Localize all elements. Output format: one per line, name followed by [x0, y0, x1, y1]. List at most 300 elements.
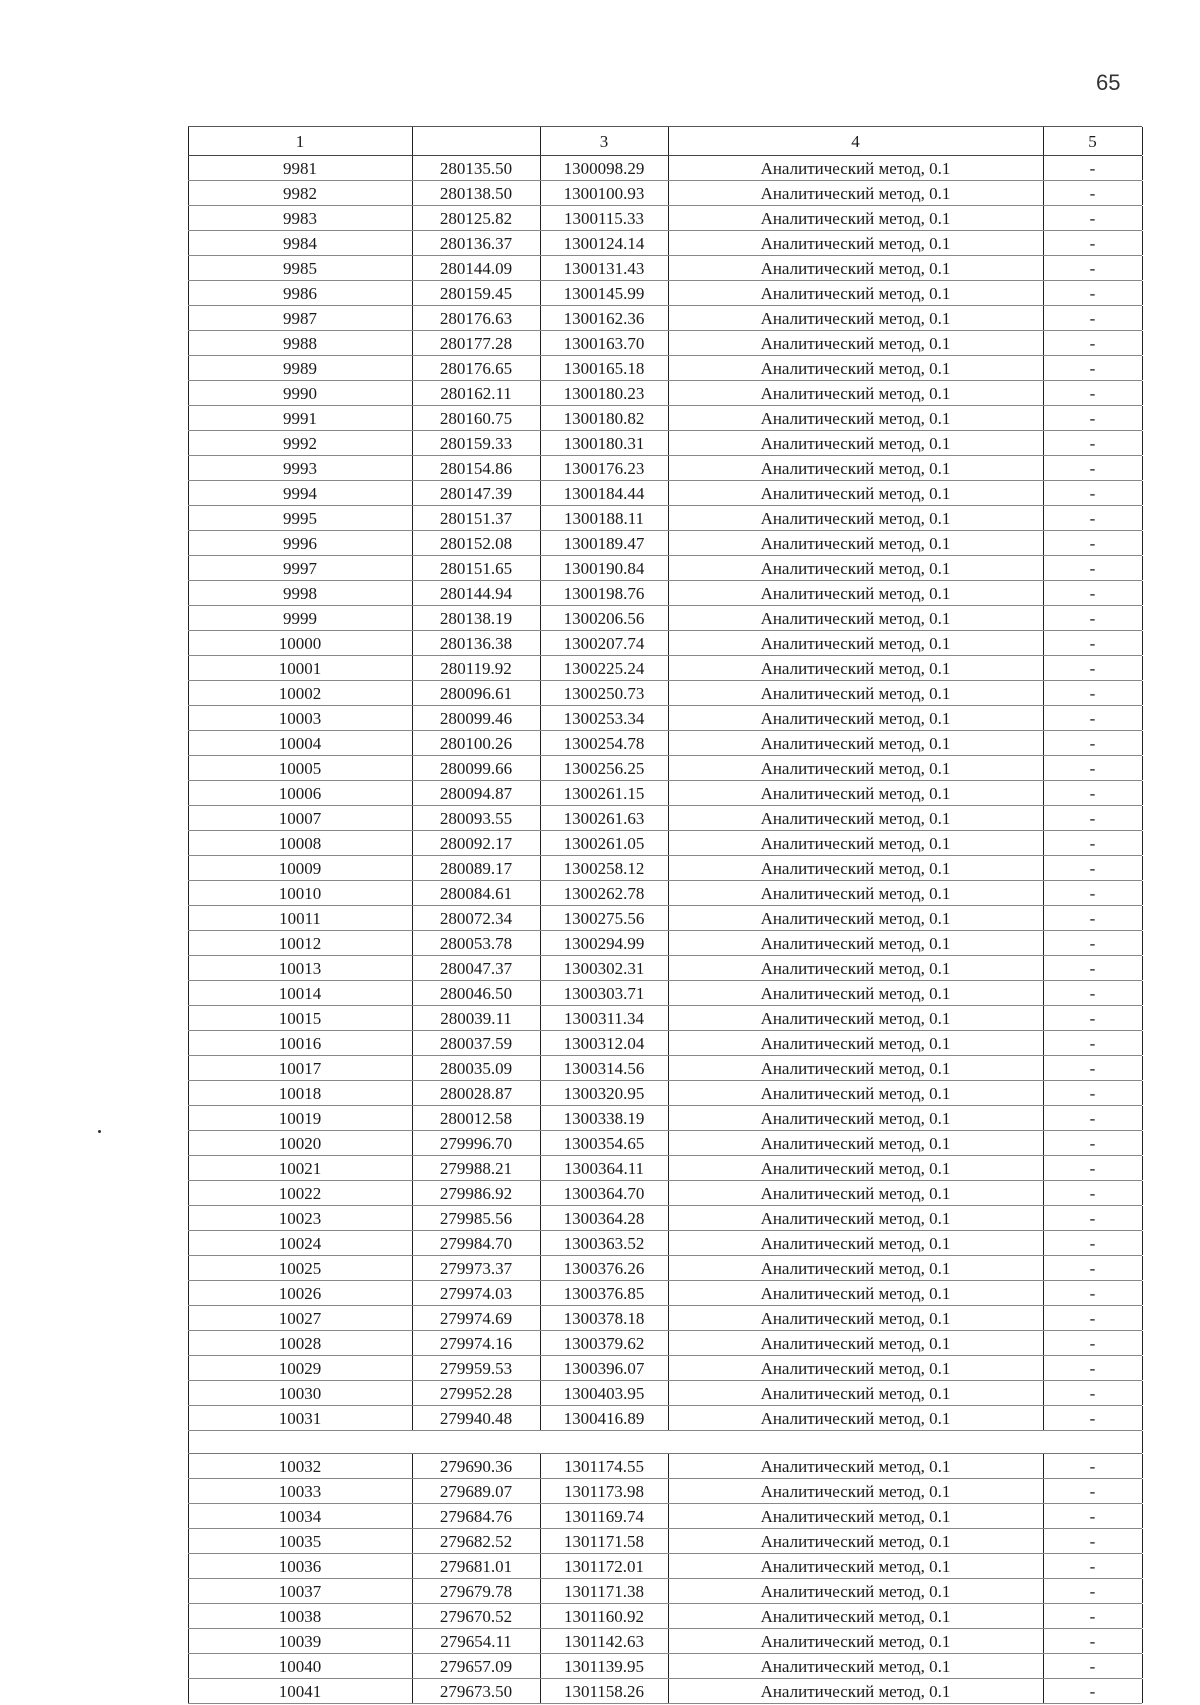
method-accuracy-cell: Аналитический метод, 0.1	[760, 1632, 951, 1651]
note-cell: -	[1089, 709, 1096, 728]
coord-x-cell: 280094.87	[439, 784, 513, 803]
note-cell: -	[1089, 1009, 1096, 1028]
coord-x-cell: 280047.37	[439, 959, 513, 978]
point-number-cell: 10007	[278, 809, 322, 828]
table-row	[188, 1206, 1142, 1231]
point-number-cell: 9986	[283, 284, 317, 303]
coord-x-cell: 280084.61	[439, 884, 513, 903]
table-row	[188, 806, 1142, 831]
note-cell: -	[1089, 734, 1096, 753]
coord-y-cell: 1301139.95	[563, 1657, 645, 1676]
coord-x-cell: 280177.28	[439, 334, 513, 353]
point-number-cell: 9994	[283, 484, 317, 503]
table-row	[188, 1679, 1142, 1704]
table-row	[188, 1056, 1142, 1081]
note-cell: -	[1089, 1482, 1096, 1501]
method-accuracy-cell: Аналитический метод, 0.1	[760, 259, 951, 278]
table-row	[188, 1629, 1142, 1654]
coord-x-cell: 280035.09	[439, 1059, 513, 1078]
method-accuracy-cell: Аналитический метод, 0.1	[760, 434, 951, 453]
coord-y-cell: 1300145.99	[563, 284, 645, 303]
note-cell: -	[1089, 1159, 1096, 1178]
header-col-4: 4	[851, 132, 860, 151]
coord-x-cell: 280138.50	[439, 184, 513, 203]
method-accuracy-cell: Аналитический метод, 0.1	[760, 159, 951, 178]
coord-y-cell: 1300275.56	[563, 909, 645, 928]
point-number-cell: 9981	[283, 159, 317, 178]
method-accuracy-cell: Аналитический метод, 0.1	[760, 709, 951, 728]
note-cell: -	[1089, 1457, 1096, 1476]
note-cell: -	[1089, 534, 1096, 553]
note-cell: -	[1089, 784, 1096, 803]
method-accuracy-cell: Аналитический метод, 0.1	[760, 859, 951, 878]
coord-y-cell: 1300206.56	[563, 609, 645, 628]
point-number-cell: 10012	[278, 934, 322, 953]
table-row	[188, 306, 1142, 331]
point-number-cell: 10005	[278, 759, 322, 778]
method-accuracy-cell: Аналитический метод, 0.1	[760, 784, 951, 803]
table-header	[188, 126, 1142, 156]
coord-y-cell: 1300311.34	[563, 1009, 645, 1028]
point-number-cell: 9993	[283, 459, 317, 478]
point-number-cell: 10017	[278, 1059, 322, 1078]
note-cell: -	[1089, 1334, 1096, 1353]
table-row	[188, 431, 1142, 456]
point-number-cell: 10000	[278, 634, 322, 653]
table-row	[188, 256, 1142, 281]
coord-x-cell: 280162.11	[440, 384, 512, 403]
note-cell: -	[1089, 409, 1096, 428]
method-accuracy-cell: Аналитический метод, 0.1	[760, 1134, 951, 1153]
method-accuracy-cell: Аналитический метод, 0.1	[760, 984, 951, 1003]
note-cell: -	[1089, 909, 1096, 928]
point-number-cell: 10023	[278, 1209, 322, 1228]
method-accuracy-cell: Аналитический метод, 0.1	[760, 659, 951, 678]
method-accuracy-cell: Аналитический метод, 0.1	[760, 1209, 951, 1228]
point-number-cell: 10016	[278, 1034, 322, 1053]
coord-x-cell: 280012.58	[439, 1109, 513, 1128]
coord-x-cell: 279952.28	[439, 1384, 513, 1403]
coord-x-cell: 279988.21	[439, 1159, 513, 1178]
coord-x-cell: 280136.38	[439, 634, 513, 653]
coord-x-cell: 280151.65	[439, 559, 513, 578]
coord-x-cell: 280039.11	[440, 1009, 512, 1028]
point-number-cell: 10002	[278, 684, 322, 703]
table-row	[188, 531, 1142, 556]
note-cell: -	[1089, 509, 1096, 528]
point-number-cell: 9984	[283, 234, 317, 253]
coord-y-cell: 1301160.92	[563, 1607, 645, 1626]
coord-y-cell: 1300354.65	[563, 1134, 645, 1153]
method-accuracy-cell: Аналитический метод, 0.1	[760, 834, 951, 853]
note-cell: -	[1089, 834, 1096, 853]
point-number-cell: 9988	[283, 334, 317, 353]
point-number-cell: 10039	[278, 1632, 322, 1651]
note-cell: -	[1089, 209, 1096, 228]
coord-x-cell: 279679.78	[439, 1582, 513, 1601]
note-cell: -	[1089, 634, 1096, 653]
coord-x-cell: 280119.92	[440, 659, 512, 678]
note-cell: -	[1089, 1507, 1096, 1526]
method-accuracy-cell: Аналитический метод, 0.1	[760, 1084, 951, 1103]
table-row	[188, 706, 1142, 731]
coord-y-cell: 1300124.14	[563, 234, 645, 253]
note-cell: -	[1089, 859, 1096, 878]
coord-y-cell: 1300188.11	[563, 509, 645, 528]
coord-x-cell: 279959.53	[439, 1359, 513, 1378]
block-gap	[188, 1431, 1142, 1454]
method-accuracy-cell: Аналитический метод, 0.1	[760, 1259, 951, 1278]
note-cell: -	[1089, 884, 1096, 903]
coord-y-cell: 1300261.63	[563, 809, 645, 828]
method-accuracy-cell: Аналитический метод, 0.1	[760, 609, 951, 628]
table-row	[188, 1306, 1142, 1331]
table-row	[188, 1381, 1142, 1406]
table-row	[188, 406, 1142, 431]
table-row	[188, 231, 1142, 256]
note-cell: -	[1089, 1409, 1096, 1428]
coord-x-cell: 279974.16	[439, 1334, 513, 1353]
coord-x-cell: 279974.69	[439, 1309, 513, 1328]
coord-y-cell: 1300302.31	[563, 959, 645, 978]
method-accuracy-cell: Аналитический метод, 0.1	[760, 209, 951, 228]
point-number-cell: 9992	[283, 434, 317, 453]
method-accuracy-cell: Аналитический метод, 0.1	[760, 234, 951, 253]
note-cell: -	[1089, 484, 1096, 503]
method-accuracy-cell: Аналитический метод, 0.1	[760, 634, 951, 653]
coord-y-cell: 1301142.63	[563, 1632, 645, 1651]
point-number-cell: 10008	[278, 834, 322, 853]
method-accuracy-cell: Аналитический метод, 0.1	[760, 1284, 951, 1303]
method-accuracy-cell: Аналитический метод, 0.1	[760, 884, 951, 903]
note-cell: -	[1089, 184, 1096, 203]
method-accuracy-cell: Аналитический метод, 0.1	[760, 909, 951, 928]
coord-y-cell: 1300364.11	[563, 1159, 645, 1178]
coord-x-cell: 280152.08	[439, 534, 513, 553]
table-row	[188, 331, 1142, 356]
method-accuracy-cell: Аналитический метод, 0.1	[760, 1607, 951, 1626]
table-row	[188, 956, 1142, 981]
coord-x-cell: 280144.94	[439, 584, 513, 603]
table-row	[188, 1281, 1142, 1306]
coord-y-cell: 1300250.73	[563, 684, 645, 703]
note-cell: -	[1089, 1632, 1096, 1651]
method-accuracy-cell: Аналитический метод, 0.1	[760, 1109, 951, 1128]
table-row	[188, 1156, 1142, 1181]
point-number-cell: 10020	[278, 1134, 322, 1153]
table-row	[188, 1356, 1142, 1381]
point-number-cell: 10021	[278, 1159, 322, 1178]
note-cell: -	[1089, 1184, 1096, 1203]
table-row	[188, 1604, 1142, 1629]
coord-y-cell: 1300180.31	[563, 434, 645, 453]
coord-x-cell: 279682.52	[439, 1532, 513, 1551]
coord-x-cell: 280093.55	[439, 809, 513, 828]
table-row	[188, 1106, 1142, 1131]
header-col-1: 1	[295, 132, 305, 151]
table-block-2	[188, 1454, 1142, 1704]
note-cell: -	[1089, 159, 1096, 178]
method-accuracy-cell: Аналитический метод, 0.1	[760, 409, 951, 428]
scan-speck	[98, 1130, 101, 1133]
point-number-cell: 10027	[278, 1309, 322, 1328]
coord-x-cell: 279654.11	[440, 1632, 512, 1651]
coord-y-cell: 1301158.26	[563, 1682, 645, 1701]
point-number-cell: 10034	[278, 1507, 322, 1526]
method-accuracy-cell: Аналитический метод, 0.1	[760, 1159, 951, 1178]
coord-x-cell: 280096.61	[439, 684, 513, 703]
coord-y-cell: 1301171.58	[563, 1532, 645, 1551]
coord-y-cell: 1300254.78	[563, 734, 645, 753]
table-row	[188, 1406, 1142, 1431]
coord-x-cell: 280037.59	[439, 1034, 513, 1053]
note-cell: -	[1089, 1059, 1096, 1078]
coord-y-cell: 1300338.19	[563, 1109, 645, 1128]
point-number-cell: 10010	[278, 884, 322, 903]
table-row	[188, 881, 1142, 906]
point-number-cell: 9990	[283, 384, 317, 403]
coord-y-cell: 1300396.07	[563, 1359, 645, 1378]
table-row	[188, 731, 1142, 756]
note-cell: -	[1089, 584, 1096, 603]
coord-x-cell: 279940.48	[439, 1409, 513, 1428]
table-row	[188, 481, 1142, 506]
table-row	[188, 606, 1142, 631]
coord-y-cell: 1300376.85	[563, 1284, 645, 1303]
coord-y-cell: 1300163.70	[563, 334, 645, 353]
method-accuracy-cell: Аналитический метод, 0.1	[760, 184, 951, 203]
point-number-cell: 10003	[278, 709, 322, 728]
table-row	[188, 1529, 1142, 1554]
coord-x-cell: 280072.34	[439, 909, 513, 928]
method-accuracy-cell: Аналитический метод, 0.1	[760, 509, 951, 528]
method-accuracy-cell: Аналитический метод, 0.1	[760, 1309, 951, 1328]
method-accuracy-cell: Аналитический метод, 0.1	[760, 1482, 951, 1501]
coord-y-cell: 1300180.82	[563, 409, 645, 428]
header-col-3: 3	[599, 132, 609, 151]
note-cell: -	[1089, 1384, 1096, 1403]
method-accuracy-cell: Аналитический метод, 0.1	[760, 1557, 951, 1576]
point-number-cell: 10031	[278, 1409, 322, 1428]
point-number-cell: 10035	[278, 1532, 322, 1551]
method-accuracy-cell: Аналитический метод, 0.1	[760, 759, 951, 778]
note-cell: -	[1089, 459, 1096, 478]
point-number-cell: 10011	[279, 909, 321, 928]
table-row	[188, 906, 1142, 931]
method-accuracy-cell: Аналитический метод, 0.1	[760, 1034, 951, 1053]
point-number-cell: 10030	[278, 1384, 322, 1403]
point-number-cell: 10013	[278, 959, 322, 978]
coord-y-cell: 1300312.04	[563, 1034, 645, 1053]
method-accuracy-cell: Аналитический метод, 0.1	[760, 1184, 951, 1203]
method-accuracy-cell: Аналитический метод, 0.1	[760, 584, 951, 603]
point-number-cell: 9997	[283, 559, 317, 578]
table-block-1	[188, 156, 1142, 1431]
table-row	[188, 181, 1142, 206]
coord-y-cell: 1301173.98	[563, 1482, 645, 1501]
method-accuracy-cell: Аналитический метод, 0.1	[760, 1059, 951, 1078]
note-cell: -	[1089, 359, 1096, 378]
note-cell: -	[1089, 1682, 1096, 1701]
note-cell: -	[1089, 1109, 1096, 1128]
method-accuracy-cell: Аналитический метод, 0.1	[760, 284, 951, 303]
method-accuracy-cell: Аналитический метод, 0.1	[760, 734, 951, 753]
table-row	[188, 1554, 1142, 1579]
table-row	[188, 156, 1142, 181]
table-row	[188, 1654, 1142, 1679]
point-number-cell: 9995	[283, 509, 317, 528]
point-number-cell: 10040	[278, 1657, 322, 1676]
coord-y-cell: 1300303.71	[563, 984, 645, 1003]
coord-x-cell: 279673.50	[439, 1682, 513, 1701]
table-row	[188, 756, 1142, 781]
table-row	[188, 1454, 1142, 1479]
method-accuracy-cell: Аналитический метод, 0.1	[760, 1532, 951, 1551]
table-row	[188, 1231, 1142, 1256]
table-row	[188, 1256, 1142, 1281]
point-number-cell: 10029	[278, 1359, 322, 1378]
point-number-cell: 9996	[283, 534, 317, 553]
coord-x-cell: 280159.45	[439, 284, 513, 303]
coord-y-cell: 1300416.89	[563, 1409, 645, 1428]
coord-y-cell: 1300225.24	[563, 659, 645, 678]
coord-x-cell: 279690.36	[439, 1457, 513, 1476]
header-col-5: 5	[1088, 132, 1097, 151]
coord-x-cell: 280053.78	[439, 934, 513, 953]
coord-y-cell: 1300363.52	[563, 1234, 645, 1253]
coord-x-cell: 280151.37	[439, 509, 513, 528]
coord-x-cell: 279984.70	[439, 1234, 513, 1253]
coord-y-cell: 1300262.78	[563, 884, 645, 903]
header-col-2	[412, 127, 540, 155]
coord-y-cell: 1300115.33	[563, 209, 645, 228]
coord-x-cell: 279985.56	[439, 1209, 513, 1228]
method-accuracy-cell: Аналитический метод, 0.1	[760, 484, 951, 503]
method-accuracy-cell: Аналитический метод, 0.1	[760, 459, 951, 478]
method-accuracy-cell: Аналитический метод, 0.1	[760, 309, 951, 328]
method-accuracy-cell: Аналитический метод, 0.1	[760, 384, 951, 403]
point-number-cell: 10037	[278, 1582, 322, 1601]
coord-x-cell: 280160.75	[439, 409, 513, 428]
coord-x-cell: 279684.76	[439, 1507, 513, 1526]
table-row	[188, 1131, 1142, 1156]
point-number-cell: 10015	[278, 1009, 322, 1028]
table-row	[188, 1181, 1142, 1206]
note-cell: -	[1089, 334, 1096, 353]
coord-x-cell: 280144.09	[439, 259, 513, 278]
table-row	[188, 506, 1142, 531]
coord-x-cell: 279996.70	[439, 1134, 513, 1153]
coord-y-cell: 1301169.74	[563, 1507, 645, 1526]
method-accuracy-cell: Аналитический метод, 0.1	[760, 934, 951, 953]
table-row	[188, 781, 1142, 806]
point-number-cell: 10026	[278, 1284, 322, 1303]
point-number-cell: 10018	[278, 1084, 322, 1103]
coord-y-cell: 1300256.25	[563, 759, 645, 778]
coord-x-cell: 280136.37	[439, 234, 513, 253]
coord-y-cell: 1300378.18	[563, 1309, 645, 1328]
note-cell: -	[1089, 984, 1096, 1003]
coord-y-cell: 1300294.99	[563, 934, 645, 953]
method-accuracy-cell: Аналитический метод, 0.1	[760, 1359, 951, 1378]
coord-y-cell: 1301172.01	[563, 1557, 645, 1576]
point-number-cell: 10032	[278, 1457, 322, 1476]
point-number-cell: 10036	[278, 1557, 322, 1576]
note-cell: -	[1089, 684, 1096, 703]
note-cell: -	[1089, 1284, 1096, 1303]
note-cell: -	[1089, 234, 1096, 253]
point-number-cell: 10022	[278, 1184, 322, 1203]
method-accuracy-cell: Аналитический метод, 0.1	[760, 1682, 951, 1701]
coord-y-cell: 1300314.56	[563, 1059, 645, 1078]
note-cell: -	[1089, 1259, 1096, 1278]
table-row	[188, 1331, 1142, 1356]
coord-y-cell: 1300198.76	[563, 584, 645, 603]
note-cell: -	[1089, 1134, 1096, 1153]
point-number-cell: 10038	[278, 1607, 322, 1626]
table-row	[188, 656, 1142, 681]
coord-x-cell: 279974.03	[439, 1284, 513, 1303]
method-accuracy-cell: Аналитический метод, 0.1	[760, 1582, 951, 1601]
point-number-cell: 9999	[283, 609, 317, 628]
method-accuracy-cell: Аналитический метод, 0.1	[760, 1657, 951, 1676]
note-cell: -	[1089, 759, 1096, 778]
table-row	[188, 931, 1142, 956]
point-number-cell: 9983	[283, 209, 317, 228]
point-number-cell: 10024	[278, 1234, 322, 1253]
coord-y-cell: 1300180.23	[563, 384, 645, 403]
method-accuracy-cell: Аналитический метод, 0.1	[760, 1334, 951, 1353]
coord-y-cell: 1300207.74	[563, 634, 645, 653]
point-number-cell: 10001	[278, 659, 322, 678]
point-number-cell: 10025	[278, 1259, 322, 1278]
coord-x-cell: 280176.65	[439, 359, 513, 378]
point-number-cell: 9998	[283, 584, 317, 603]
table-row	[188, 556, 1142, 581]
method-accuracy-cell: Аналитический метод, 0.1	[760, 1409, 951, 1428]
coord-y-cell: 1300258.12	[563, 859, 645, 878]
note-cell: -	[1089, 959, 1096, 978]
table-row	[188, 981, 1142, 1006]
point-number-cell: 9987	[283, 309, 317, 328]
coord-x-cell: 280099.66	[439, 759, 513, 778]
coord-y-cell: 1300176.23	[563, 459, 645, 478]
coord-y-cell: 1300100.93	[563, 184, 645, 203]
method-accuracy-cell: Аналитический метод, 0.1	[760, 559, 951, 578]
table-row	[188, 281, 1142, 306]
method-accuracy-cell: Аналитический метод, 0.1	[760, 684, 951, 703]
note-cell: -	[1089, 1582, 1096, 1601]
table-row	[188, 1006, 1142, 1031]
coord-y-cell: 1300403.95	[563, 1384, 645, 1403]
coord-y-cell: 1301174.55	[563, 1457, 645, 1476]
note-cell: -	[1089, 1657, 1096, 1676]
method-accuracy-cell: Аналитический метод, 0.1	[760, 334, 951, 353]
coord-x-cell: 280138.19	[439, 609, 513, 628]
coord-x-cell: 279681.01	[439, 1557, 513, 1576]
table-row	[188, 831, 1142, 856]
table-row	[188, 631, 1142, 656]
coord-y-cell: 1300379.62	[563, 1334, 645, 1353]
note-cell: -	[1089, 309, 1096, 328]
table-row	[188, 206, 1142, 231]
coord-y-cell: 1300184.44	[563, 484, 645, 503]
point-number-cell: 9985	[283, 259, 317, 278]
table-row	[188, 456, 1142, 481]
page-number: 65	[1096, 70, 1121, 95]
method-accuracy-cell: Аналитический метод, 0.1	[760, 959, 951, 978]
coord-y-cell: 1300190.84	[563, 559, 645, 578]
